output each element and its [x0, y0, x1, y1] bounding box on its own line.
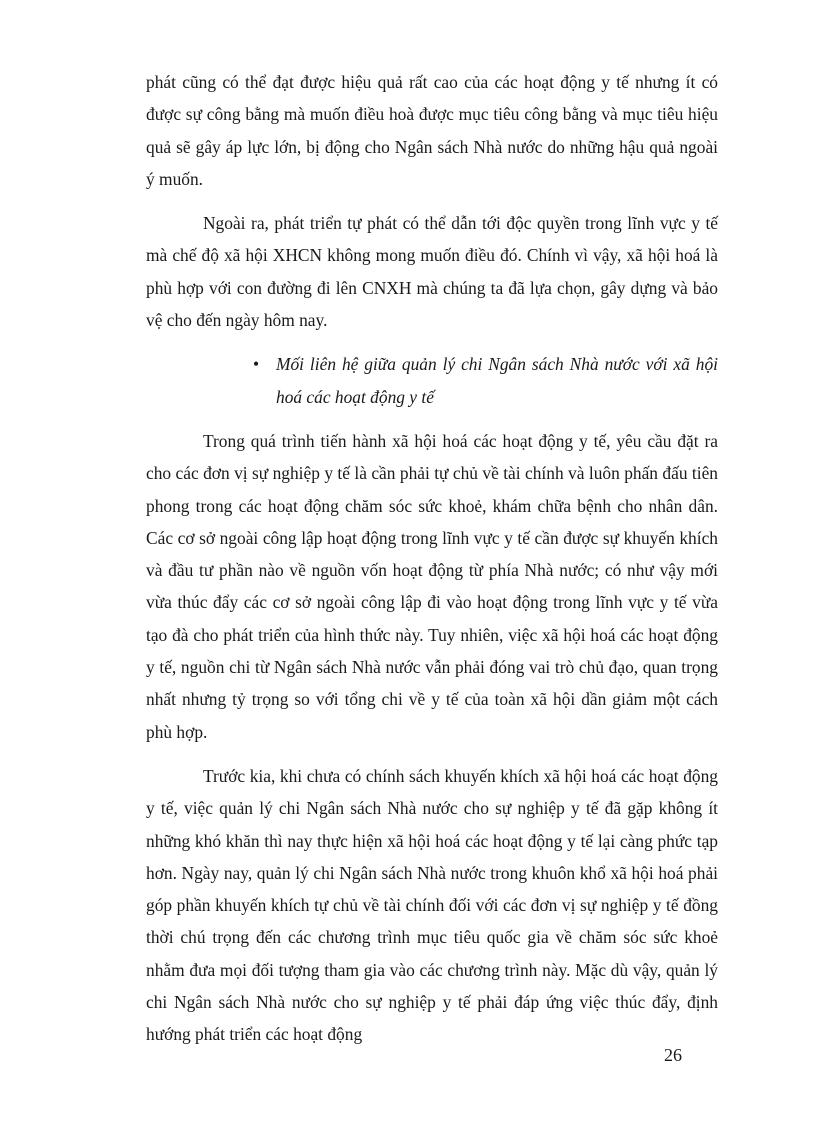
paragraph-monopoly: Ngoài ra, phát triển tự phát có thể dẫn tới độc quyền trong lĩnh vực y tế mà chế độ xã hội XHCN không mong muốn điều đó. Chính vì vậy, xã hội hoá là phù hợp với con đường đi lên CNXH mà chúng ta đã lựa chọn, gây dựng và bảo vệ cho đến ngày hôm nay.: [146, 213, 718, 331]
paragraph-budget-management: Trước kia, khi chưa có chính sách khuyến khích xã hội hoá các hoạt động y tế, việc quản lý chi Ngân sách Nhà nước cho sự nghiệp y tế đã gặp không ít những khó khăn thì nay thực hiện xã hội hoá các hoạt động y tế lại càng phức tạp hơn. Ngày nay, quản lý chi Ngân sách Nhà nước trong khuôn khổ xã hội hoá phải góp phần khuyến khích tự chủ về tài chính đối với các đơn vị sự nghiệp y tế đồng thời chú trọng đến các chương trình mục tiêu quốc gia về chăm sóc sức khoẻ nhằm đưa mọi đối tượng tham gia vào các chương trình này. Mặc dù vậy, quản lý chi Ngân sách Nhà nước cho sự nghiệp y tế phải đáp ứng việc thúc đẩy, định hướng phát triển các hoạt động: [146, 765, 718, 1045]
page-number: 26: [664, 1045, 682, 1065]
bullet-icon: •: [253, 354, 260, 375]
paragraph-socialization-process: Trong quá trình tiến hành xã hội hoá các hoạt động y tế, yêu cầu đặt ra cho các đơn vị sự nghiệp y tế là cần phải tự chủ về tài chính và luôn phấn đấu tiên phong trong các hoạt động chăm sóc sức khoẻ, khám chữa bệnh cho nhân dân. Các cơ sở ngoài công lập hoạt động trong lĩnh vực y tế cần được sự khuyến khích và đầu tư phần nào về nguồn vốn hoạt động từ phía Nhà nước; có như vậy mới vừa thúc đẩy các cơ sở ngoài công lập đi vào hoạt động trong lĩnh vực y tế vừa tạo đà cho phát triển của hình thức này. Tuy nhiên, việc xã hội hoá các hoạt động y tế, nguồn chi từ Ngân sách Nhà nước vẫn phải đóng vai trò chủ đạo, quan trọng nhất nhưng tỷ trọng so với tổng chi về y tế của toàn xã hội dần giảm một cách phù hợp.: [146, 430, 718, 742]
bullet-heading: [146, 348, 718, 413]
document-page: [146, 66, 718, 1051]
bullet-heading-text: Mối liên hệ giữa quản lý chi Ngân sách Nhà nước với xã hội hoá các hoạt động y tế: [276, 354, 718, 407]
paragraph-continuation: phát cũng có thể đạt được hiệu quả rất cao của các hoạt động y tế nhưng ít có được sự công bằng mà muốn điều hoà được mục tiêu công bằng và mục tiêu hiệu quả sẽ gây áp lực lớn, bị động cho Ngân sách Nhà nước do những hậu quả ngoài ý muốn.: [146, 72, 718, 189]
